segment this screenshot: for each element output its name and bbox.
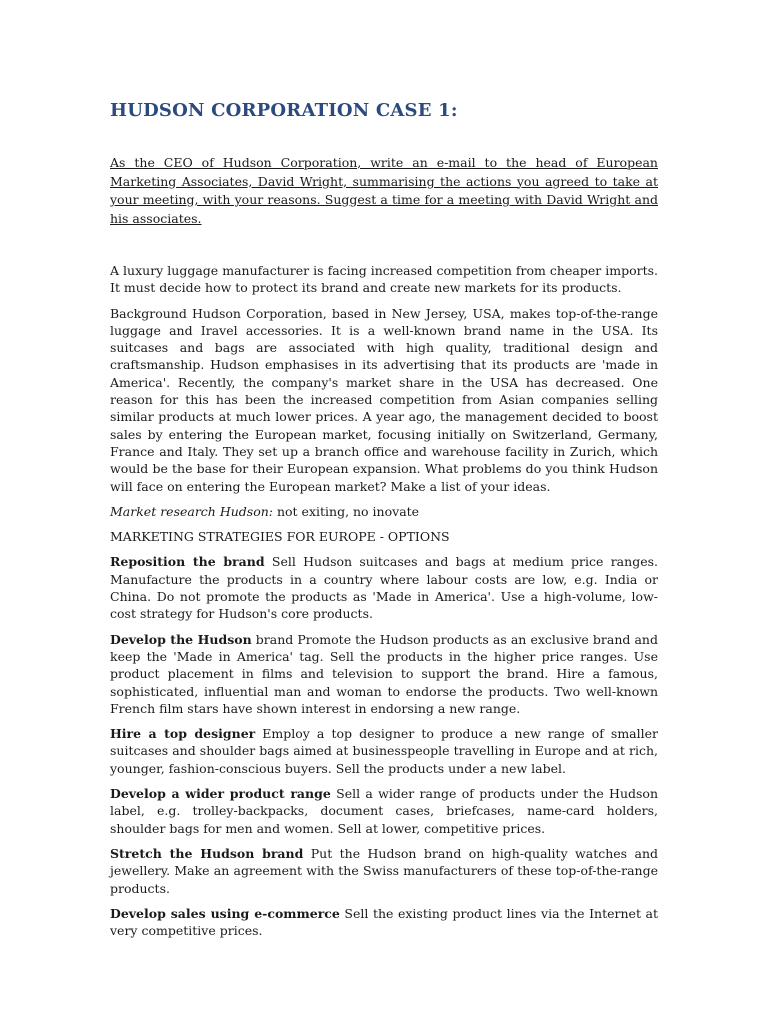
document-page: [110, 100, 658, 947]
option-text: Employ a top designer to produce a new range of smaller suitcases and shoulder bags aimed at businesspeople travelling in Europe and at rich, younger, fashion-conscious buyers. Sell the products under a new label.: [110, 726, 658, 776]
option-paragraph: [110, 631, 658, 717]
option-label: Stretch the Hudson brand: [110, 845, 304, 861]
option-text: Sell a wider range of products under the Hudson label, e.g. trolley-backpacks, document cases, briefcases, name-card holders, shoulder bags for men and women. Sell at lower, competitive prices.: [110, 786, 659, 836]
intro-paragraph: A luxury luggage manufacturer is facing increased competition from cheaper imports. It must decide how to protect its brand and create new markets for its products.: [110, 263, 658, 296]
option-label: Develop a wider product range: [110, 786, 331, 802]
option-label: Develop sales using e-commerce: [110, 905, 340, 921]
background-paragraph: Background Hudson Corporation, based in New Jersey, USA, makes top-of-the-range luggage and Iravel accessories. It is a well-known brand name in the USA. Its suitcases and bags are associated with high quality, traditional design and craftsmanship. Hudson emphasises in its advertising that its products are 'made in America'. Recently, the company's market share in the USA has decreased. One reason for this has been the increased competition from Asian companies selling similar products at much lower prices. A year ago, the management decided to boost sales by entering the European market, focusing initially on Switzerland, Germany, France and Italy. They set up a branch office and warehouse facility in Zurich, which would be the base for their European expansion. What problems do you think Hudson will face on entering the European market? Make a list of your ideas.: [110, 305, 658, 494]
option-paragraph: [110, 725, 658, 777]
option-paragraph: [110, 785, 658, 837]
market-research-label: Market research Hudson:: [110, 503, 273, 519]
strategies-heading: MARKETING STRATEGIES FOR EUROPE - OPTIONS: [110, 529, 450, 545]
option-paragraph: [110, 905, 658, 940]
market-research-text: not exiting, no inovate: [273, 503, 420, 519]
option-label: Develop the Hudson: [110, 631, 252, 647]
market-research-paragraph: [110, 503, 658, 520]
option-paragraph: [110, 845, 658, 897]
option-text: Sell Hudson suitcases and bags at medium price ranges. Manufacture the products in a country where labour costs are low, e.g. India or China. Do not promote the products as 'Made in America'. Use a high-volume, low-cost strategy for Hudson's core products.: [110, 554, 658, 622]
document-title: HUDSON CORPORATION CASE 1:: [110, 100, 458, 121]
option-text: Put the Hudson brand on high-quality watches and jewellery. Make an agreement with the Swiss manufacturers of these top-of-the-range products.: [110, 845, 658, 896]
option-label: Reposition the brand: [110, 554, 265, 570]
option-paragraph: [110, 553, 658, 622]
option-label: Hire a top designer: [110, 726, 256, 742]
task-instructions: As the CEO of Hudson Corporation, write an e-mail to the head of European Marketing Associates, David Wright, summarising the actions you agreed to take at your meeting, with your reasons. Suggest a time for a meeting with David Wright and his associates.: [110, 155, 658, 226]
option-text: brand Promote the Hudson products as an exclusive brand and keep the 'Made in America' tag. Sell the products in the higher price ranges. Use product placement in films and television to support the brand. Hire a famous, sophisticated, influential man and woman to endorse the products. Two well-known French film stars have shown interest in endorsing a new range.: [110, 631, 658, 716]
option-text: Sell the existing product lines via the Internet at very competitive prices.: [110, 905, 658, 939]
